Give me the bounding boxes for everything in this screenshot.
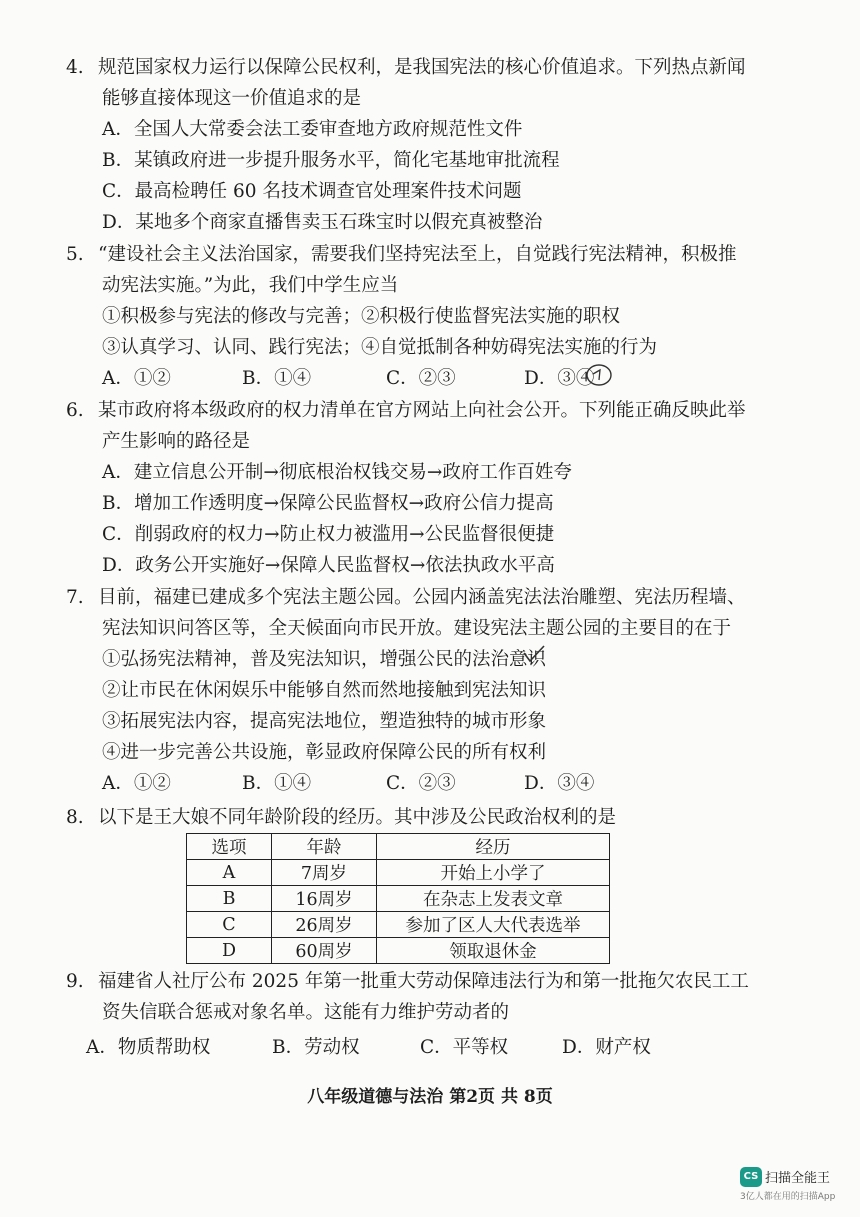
question-stem: “建设社会主义法治国家，需要我们坚持宪法至上，自觉践行宪法精神，积极推	[98, 244, 737, 265]
statement: ④进一步完善公共设施，彰显政府保障公民的所有权利	[102, 742, 547, 763]
watermark-subtitle: 3亿人都在用的扫描App	[740, 1191, 836, 1202]
table-row	[187, 912, 610, 938]
table-cell: 60周岁	[272, 938, 377, 964]
choices-row	[66, 1032, 766, 1063]
choice-b: B．劳动权	[272, 1037, 360, 1058]
choice-c: C．平等权	[420, 1037, 509, 1058]
choice-d: D．财产权	[562, 1037, 651, 1058]
question-number: 7.	[66, 587, 84, 608]
table-row	[187, 886, 610, 912]
camscanner-logo-icon: CS	[740, 1167, 762, 1187]
question-number: 8.	[66, 807, 84, 828]
option-b: B．某镇政府进一步提升服务水平，简化宅基地审批流程	[102, 150, 560, 171]
table-cell: 7周岁	[272, 860, 377, 886]
option-d: D．政务公开实施好→保障人民监督权→依法执政水平高	[102, 555, 555, 576]
table-cell: 在杂志上发表文章	[377, 886, 610, 912]
table-cell: D	[187, 938, 272, 964]
question-6	[66, 395, 766, 581]
table-row	[187, 860, 610, 886]
table-cell: A	[187, 860, 272, 886]
question-stem: 能够直接体现这一价值追求的是	[102, 88, 362, 109]
question-stem: 福建省人社厅公布 2025 年第一批重大劳动保障违法行为和第一批拖欠农民工工	[98, 971, 749, 992]
choice-a: A．①②	[102, 773, 171, 794]
choice-c: C．②③	[386, 773, 456, 794]
choices-row	[66, 363, 766, 394]
choice-d: D．③④	[524, 773, 595, 794]
choices-row	[66, 768, 766, 799]
statement: ①弘扬宪法精神，普及宪法知识，增强公民的法治意识	[102, 649, 547, 670]
question-stem: 动宪法实施。”为此，我们中学生应当	[102, 275, 399, 296]
question-stem: 产生影响的路径是	[102, 431, 251, 452]
question-8	[66, 802, 766, 833]
choice-a: A．物质帮助权	[86, 1037, 211, 1058]
handwritten-circle-mark	[584, 362, 614, 388]
question-stem: 资失信联合惩戒对象名单。这能有力维护劳动者的	[102, 1002, 510, 1023]
question-7	[66, 582, 766, 799]
scanner-watermark	[740, 1166, 854, 1202]
page-footer: 八年级道德与法治 第2页 共 8页	[307, 1087, 553, 1107]
statement: ①积极参与宪法的修改与完善；②积极行使监督宪法实施的职权	[102, 306, 621, 327]
statement: ②让市民在休闲娱乐中能够自然而然地接触到宪法知识	[102, 680, 547, 701]
table-row	[187, 938, 610, 964]
question-9	[66, 966, 766, 1063]
table-cell: 开始上小学了	[377, 860, 610, 886]
option-c: C．最高检聘任 60 名技术调查官处理案件技术问题	[102, 181, 522, 202]
choice-d: D．③④	[524, 368, 595, 389]
choice-b: B．①④	[242, 773, 312, 794]
statement: ③认真学习、认同、践行宪法；④自觉抵制各种妨碍宪法实施的行为	[102, 337, 658, 358]
table-cell: 领取退休金	[377, 938, 610, 964]
table-header: 经历	[377, 834, 610, 860]
option-d: D．某地多个商家直播售卖玉石珠宝时以假充真被整治	[102, 212, 543, 233]
question-5	[66, 239, 766, 394]
watermark-title: 扫描全能王	[765, 1171, 831, 1186]
option-b: B．增加工作透明度→保障公民监督权→政府公信力提高	[102, 493, 554, 514]
question-stem: 某市政府将本级政府的权力清单在官方网站上向社会公开。下列能正确反映此举	[98, 400, 746, 421]
option-c: C．削弱政府的权力→防止权力被滥用→公民监督很便捷	[102, 524, 555, 545]
table-cell: 参加了区人大代表选举	[377, 912, 610, 938]
choice-a: A．①②	[102, 368, 171, 389]
question-number: 9.	[66, 971, 84, 992]
choice-c: C．②③	[386, 368, 456, 389]
question-number: 5.	[66, 244, 84, 265]
question-stem: 宪法知识问答区等，全天候面向市民开放。建设宪法主题公园的主要目的在于	[102, 618, 732, 639]
table-header: 年龄	[272, 834, 377, 860]
question-stem: 规范国家权力运行以保障公民权利，是我国宪法的核心价值追求。下列热点新闻	[98, 57, 746, 78]
handwritten-check-mark	[522, 644, 546, 664]
question-stem: 以下是王大娘不同年龄阶段的经历。其中涉及公民政治权利的是	[98, 807, 617, 828]
table-header-row	[187, 834, 610, 860]
table-cell: 16周岁	[272, 886, 377, 912]
question-stem: 目前，福建已建成多个宪法主题公园。公园内涵盖宪法法治雕塑、宪法历程墙、	[98, 587, 746, 608]
table-cell: B	[187, 886, 272, 912]
question-number: 4.	[66, 57, 84, 78]
experience-table	[186, 833, 610, 964]
table-cell: 26周岁	[272, 912, 377, 938]
table-header: 选项	[187, 834, 272, 860]
option-a: A．建立信息公开制→彻底根治权钱交易→政府工作百姓夸	[102, 462, 572, 483]
option-a: A．全国人大常委会法工委审查地方政府规范性文件	[102, 119, 523, 140]
question-4	[66, 52, 766, 238]
choice-b: B．①④	[242, 368, 312, 389]
question-number: 6.	[66, 400, 84, 421]
table-cell: C	[187, 912, 272, 938]
statement: ③拓展宪法内容，提高宪法地位，塑造独特的城市形象	[102, 711, 547, 732]
